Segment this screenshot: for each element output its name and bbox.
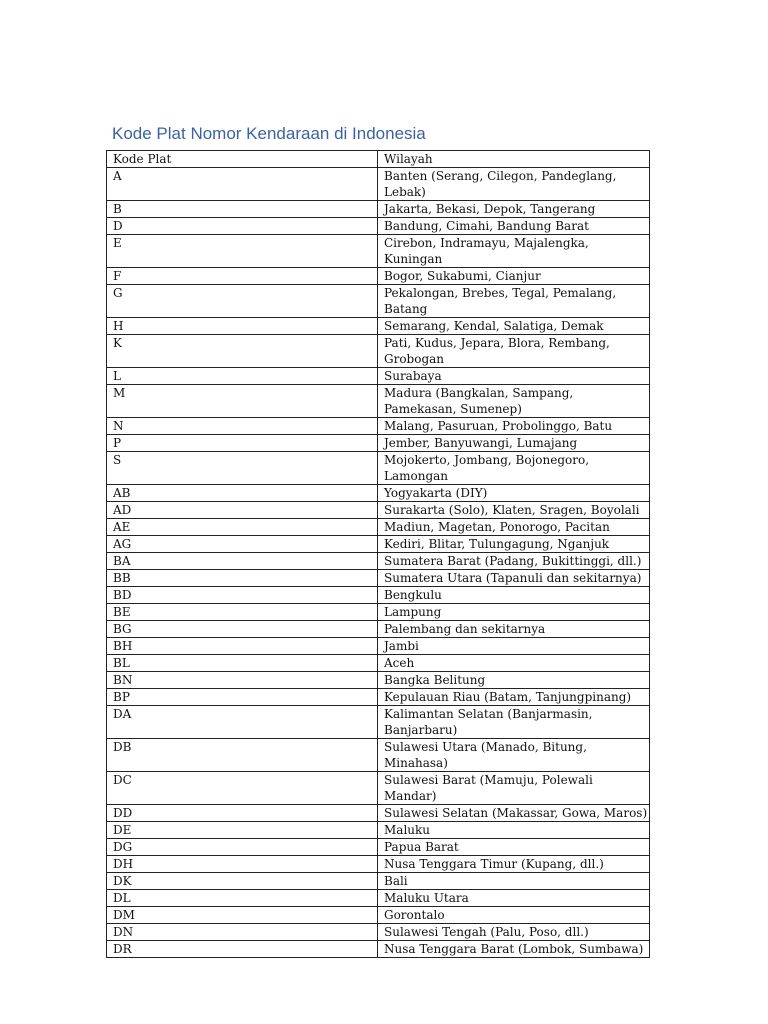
table-row: [107, 536, 650, 553]
region-cell: Jambi: [378, 638, 650, 655]
table-row: [107, 941, 650, 958]
table-row: [107, 570, 650, 587]
plate-code-cell: BH: [107, 638, 378, 655]
region-cell: Bengkulu: [378, 587, 650, 604]
table-row: [107, 924, 650, 941]
table-row: [107, 655, 650, 672]
region-cell: Bangka Belitung: [378, 672, 650, 689]
region-cell: Sulawesi Barat (Mamuju, Polewali Mandar): [378, 772, 650, 805]
table-row: [107, 873, 650, 890]
plate-code-cell: DD: [107, 805, 378, 822]
region-cell: Maluku: [378, 822, 650, 839]
plate-code-cell: S: [107, 452, 378, 485]
table-row: [107, 621, 650, 638]
plate-code-cell: DK: [107, 873, 378, 890]
table-row: [107, 519, 650, 536]
plate-code-cell: BG: [107, 621, 378, 638]
plate-code-cell: AE: [107, 519, 378, 536]
region-cell: Jakarta, Bekasi, Depok, Tangerang: [378, 201, 650, 218]
table-row: [107, 418, 650, 435]
plate-code-cell: DG: [107, 839, 378, 856]
plate-code-cell: DN: [107, 924, 378, 941]
table-row: [107, 604, 650, 621]
region-cell: Pati, Kudus, Jepara, Blora, Rembang, Grobogan: [378, 335, 650, 368]
table-row: [107, 235, 650, 268]
table-body: [107, 168, 650, 958]
region-cell: Bandung, Cimahi, Bandung Barat: [378, 218, 650, 235]
plate-code-cell: BB: [107, 570, 378, 587]
plate-code-cell: D: [107, 218, 378, 235]
region-cell: Yogyakarta (DIY): [378, 485, 650, 502]
table-row: [107, 168, 650, 201]
table-row: [107, 689, 650, 706]
plate-code-cell: M: [107, 385, 378, 418]
region-cell: Sumatera Utara (Tapanuli dan sekitarnya): [378, 570, 650, 587]
region-cell: Jember, Banyuwangi, Lumajang: [378, 435, 650, 452]
header-wilayah: Wilayah: [378, 151, 650, 168]
plate-code-cell: DH: [107, 856, 378, 873]
region-cell: Sulawesi Utara (Manado, Bitung, Minahasa): [378, 739, 650, 772]
table-row: [107, 502, 650, 519]
region-cell: Mojokerto, Jombang, Bojonegoro, Lamongan: [378, 452, 650, 485]
plate-code-cell: H: [107, 318, 378, 335]
table-row: [107, 805, 650, 822]
table-row: [107, 856, 650, 873]
region-cell: Gorontalo: [378, 907, 650, 924]
table-row: [107, 368, 650, 385]
page-title: Kode Plat Nomor Kendaraan di Indonesia: [112, 124, 426, 143]
region-cell: Nusa Tenggara Barat (Lombok, Sumbawa): [378, 941, 650, 958]
plate-code-cell: E: [107, 235, 378, 268]
region-cell: Madura (Bangkalan, Sampang, Pamekasan, Sumenep): [378, 385, 650, 418]
plate-code-cell: F: [107, 268, 378, 285]
plate-code-cell: BN: [107, 672, 378, 689]
region-cell: Aceh: [378, 655, 650, 672]
region-cell: Sulawesi Selatan (Makassar, Gowa, Maros): [378, 805, 650, 822]
region-cell: Surabaya: [378, 368, 650, 385]
table-row: [107, 587, 650, 604]
plate-code-cell: A: [107, 168, 378, 201]
region-cell: Maluku Utara: [378, 890, 650, 907]
table-row: [107, 739, 650, 772]
region-cell: Pekalongan, Brebes, Tegal, Pemalang, Batang: [378, 285, 650, 318]
region-cell: Surakarta (Solo), Klaten, Sragen, Boyolali: [378, 502, 650, 519]
region-cell: Palembang dan sekitarnya: [378, 621, 650, 638]
table-row: [107, 218, 650, 235]
plate-code-cell: P: [107, 435, 378, 452]
plate-code-cell: N: [107, 418, 378, 435]
plate-code-cell: K: [107, 335, 378, 368]
table-row: [107, 822, 650, 839]
table-row: [107, 335, 650, 368]
table-row: [107, 268, 650, 285]
table-row: [107, 672, 650, 689]
plate-code-cell: AD: [107, 502, 378, 519]
plate-code-cell: BA: [107, 553, 378, 570]
table-row: [107, 706, 650, 739]
table-row: [107, 485, 650, 502]
region-cell: Kediri, Blitar, Tulungagung, Nganjuk: [378, 536, 650, 553]
table-row: [107, 553, 650, 570]
region-cell: Cirebon, Indramayu, Majalengka, Kuningan: [378, 235, 650, 268]
table-row: [107, 318, 650, 335]
plate-code-cell: DB: [107, 739, 378, 772]
region-cell: Bogor, Sukabumi, Cianjur: [378, 268, 650, 285]
plate-code-table: [106, 150, 650, 958]
table-row: [107, 772, 650, 805]
plate-code-cell: BL: [107, 655, 378, 672]
table-row: [107, 839, 650, 856]
region-cell: Malang, Pasuruan, Probolinggo, Batu: [378, 418, 650, 435]
region-cell: Nusa Tenggara Timur (Kupang, dll.): [378, 856, 650, 873]
plate-code-cell: G: [107, 285, 378, 318]
region-cell: Papua Barat: [378, 839, 650, 856]
plate-code-cell: L: [107, 368, 378, 385]
region-cell: Kepulauan Riau (Batam, Tanjungpinang): [378, 689, 650, 706]
plate-code-cell: DA: [107, 706, 378, 739]
table-row: [107, 285, 650, 318]
plate-code-cell: AG: [107, 536, 378, 553]
table-row: [107, 452, 650, 485]
region-cell: Semarang, Kendal, Salatiga, Demak: [378, 318, 650, 335]
region-cell: Kalimantan Selatan (Banjarmasin, Banjarbaru): [378, 706, 650, 739]
plate-code-cell: BP: [107, 689, 378, 706]
region-cell: Sumatera Barat (Padang, Bukittinggi, dll.): [378, 553, 650, 570]
table-row: [107, 890, 650, 907]
plate-code-cell: BE: [107, 604, 378, 621]
table-row: [107, 638, 650, 655]
plate-code-cell: DR: [107, 941, 378, 958]
plate-code-cell: DC: [107, 772, 378, 805]
plate-code-cell: DL: [107, 890, 378, 907]
plate-code-cell: DE: [107, 822, 378, 839]
plate-code-cell: BD: [107, 587, 378, 604]
table-row: [107, 385, 650, 418]
table-row: [107, 907, 650, 924]
region-cell: Banten (Serang, Cilegon, Pandeglang, Lebak): [378, 168, 650, 201]
table-row: [107, 435, 650, 452]
region-cell: Madiun, Magetan, Ponorogo, Pacitan: [378, 519, 650, 536]
header-kode-plat: Kode Plat: [107, 151, 378, 168]
region-cell: Lampung: [378, 604, 650, 621]
table-header-row: [107, 151, 650, 168]
region-cell: Bali: [378, 873, 650, 890]
table-row: [107, 201, 650, 218]
plate-code-cell: AB: [107, 485, 378, 502]
plate-code-cell: B: [107, 201, 378, 218]
region-cell: Sulawesi Tengah (Palu, Poso, dll.): [378, 924, 650, 941]
plate-code-cell: DM: [107, 907, 378, 924]
